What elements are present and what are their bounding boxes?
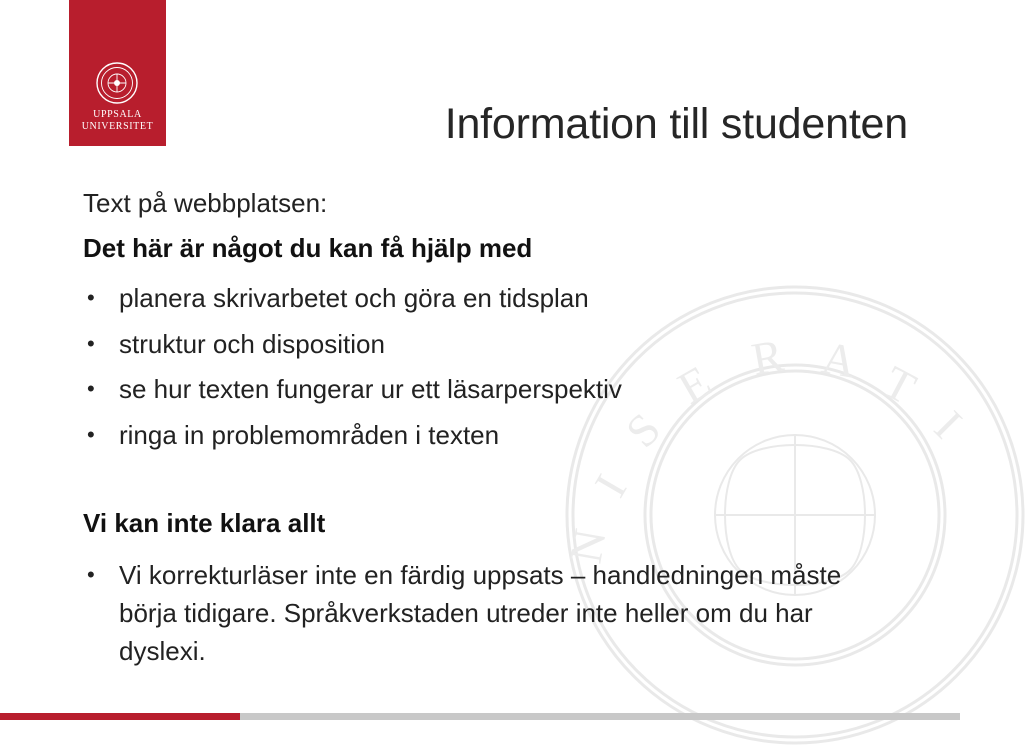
- svg-text:I: I: [924, 401, 972, 448]
- section1-heading: Det här är något du kan få hjälp med: [83, 233, 533, 263]
- university-logo: [69, 0, 166, 146]
- university-seal-watermark-icon: [560, 280, 1030, 750]
- svg-text:A: A: [818, 331, 860, 388]
- list-item: • struktur och disposition: [83, 325, 622, 371]
- section2-heading: Vi kan inte klara allt: [83, 508, 326, 538]
- svg-text:N: N: [559, 525, 616, 567]
- svg-text:T: T: [875, 355, 925, 415]
- intro-text: Text på webbplatsen:: [83, 188, 328, 218]
- svg-text:R: R: [747, 329, 787, 385]
- svg-text:E: E: [669, 355, 720, 414]
- list-item: • ringa in problemområden i texten: [83, 416, 622, 462]
- svg-text:S: S: [616, 402, 671, 458]
- slide-title: Information till studenten: [444, 100, 908, 148]
- section1-list: [83, 279, 622, 461]
- university-seal-icon: [96, 62, 138, 104]
- list-item: • se hur texten fungerar ur ett läsarperspektiv: [83, 370, 622, 416]
- section2-list: [83, 556, 883, 670]
- footer-bar-grey: [240, 713, 960, 720]
- svg-text:I: I: [584, 466, 637, 505]
- logo-wordmark-line2: UNIVERSITET: [81, 121, 154, 132]
- footer-bar-red: [0, 713, 240, 720]
- logo-wordmark-line1: UPPSALA: [93, 109, 142, 120]
- list-item: • Vi korrekturläser inte en färdig uppsats – handledningen måste börja tidigare. Språkverkstaden utreder inte heller om du har dyslexi.: [83, 556, 883, 670]
- list-item: • planera skrivarbetet och göra en tidsplan: [83, 279, 622, 325]
